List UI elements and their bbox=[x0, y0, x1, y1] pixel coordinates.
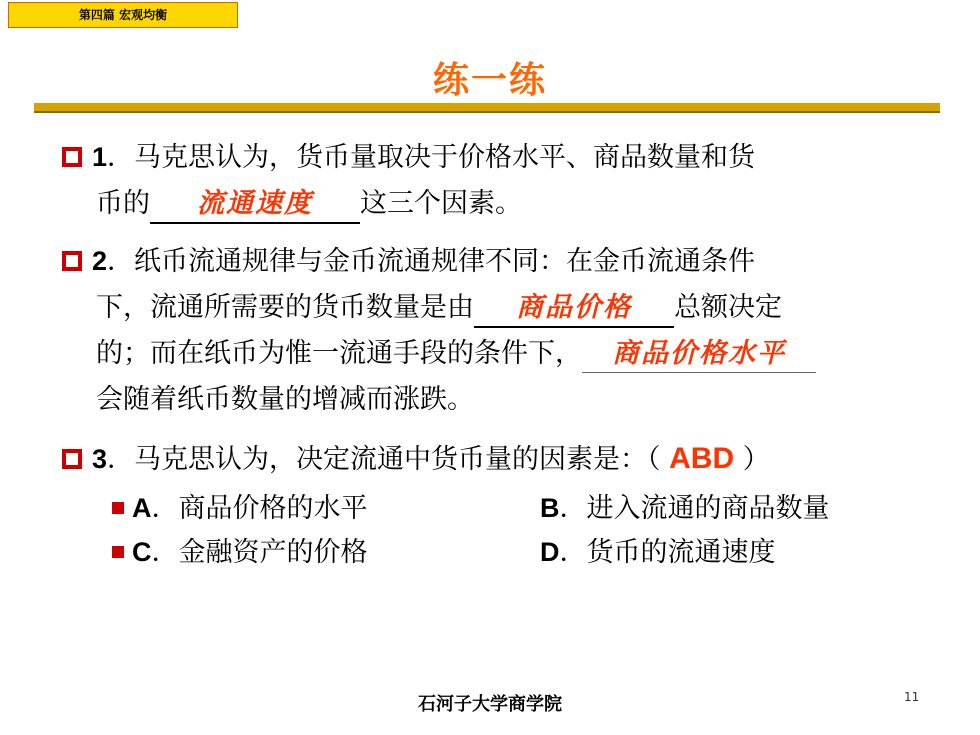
question-2-line-3 bbox=[62, 331, 816, 377]
option-text: ．进入流通的商品数量 bbox=[559, 493, 830, 524]
slide-title: 练一练 bbox=[432, 60, 547, 101]
question-2-line-2 bbox=[62, 285, 816, 331]
question-1-line-2 bbox=[62, 181, 755, 227]
question-3 bbox=[62, 436, 770, 483]
option-d bbox=[540, 532, 776, 573]
question-text: 这三个因素。 bbox=[360, 188, 522, 219]
question-text: ．马克思认为，货币量取决于价格水平、商品数量和货 bbox=[107, 142, 756, 173]
option-a bbox=[112, 488, 368, 529]
question-text: 的；而在纸币为惟一流通手段的条件下， bbox=[96, 338, 582, 369]
question-1-line-1 bbox=[62, 134, 755, 181]
footer-school: 石河子大学商学院 bbox=[418, 694, 562, 715]
question-text: ．马克思认为，决定流通中货币量的因素是：（ bbox=[107, 444, 661, 475]
checkbox-bullet-icon bbox=[62, 147, 82, 167]
answer-text: 商品价格水平 bbox=[612, 338, 786, 369]
option-text: ．货币的流通速度 bbox=[559, 537, 776, 568]
option-b bbox=[540, 488, 830, 529]
checkbox-bullet-icon bbox=[62, 251, 82, 271]
option-letter: A bbox=[132, 493, 152, 523]
question-number: 1 bbox=[92, 142, 108, 172]
question-text: ） bbox=[742, 444, 770, 475]
section-tag: 第四篇 宏观均衡 bbox=[8, 2, 238, 28]
answer-blank bbox=[582, 336, 816, 373]
question-text: 总额决定 bbox=[674, 292, 782, 323]
answer-text: ABD bbox=[669, 442, 735, 475]
option-text: ．金融资产的价格 bbox=[151, 537, 368, 568]
question-number: 3 bbox=[92, 444, 108, 474]
question-2-line-4 bbox=[62, 377, 816, 423]
question-text: 会随着纸币数量的增减而涨跌。 bbox=[96, 384, 474, 415]
question-1 bbox=[62, 134, 755, 227]
option-c bbox=[112, 532, 368, 573]
answer-text: 商品价格 bbox=[516, 292, 632, 323]
option-letter: D bbox=[540, 537, 560, 567]
option-letter: C bbox=[132, 537, 152, 567]
answer-blank bbox=[474, 290, 674, 328]
question-text: 下，流通所需要的货币数量是由 bbox=[96, 292, 474, 323]
square-bullet-icon bbox=[112, 502, 124, 514]
question-2-line-1 bbox=[62, 238, 816, 285]
title-divider bbox=[34, 103, 940, 113]
square-bullet-icon bbox=[112, 546, 124, 558]
question-text: ．纸币流通规律与金币流通规律不同：在金币流通条件 bbox=[107, 246, 756, 277]
option-text: ．商品价格的水平 bbox=[151, 493, 368, 524]
question-text: 币的 bbox=[96, 188, 150, 219]
option-letter: B bbox=[540, 493, 560, 523]
answer-text: 流通速度 bbox=[197, 188, 313, 219]
page-number: 11 bbox=[904, 690, 920, 704]
checkbox-bullet-icon bbox=[62, 449, 82, 469]
answer-blank bbox=[150, 186, 360, 224]
question-number: 2 bbox=[92, 246, 108, 276]
question-2 bbox=[62, 238, 816, 423]
